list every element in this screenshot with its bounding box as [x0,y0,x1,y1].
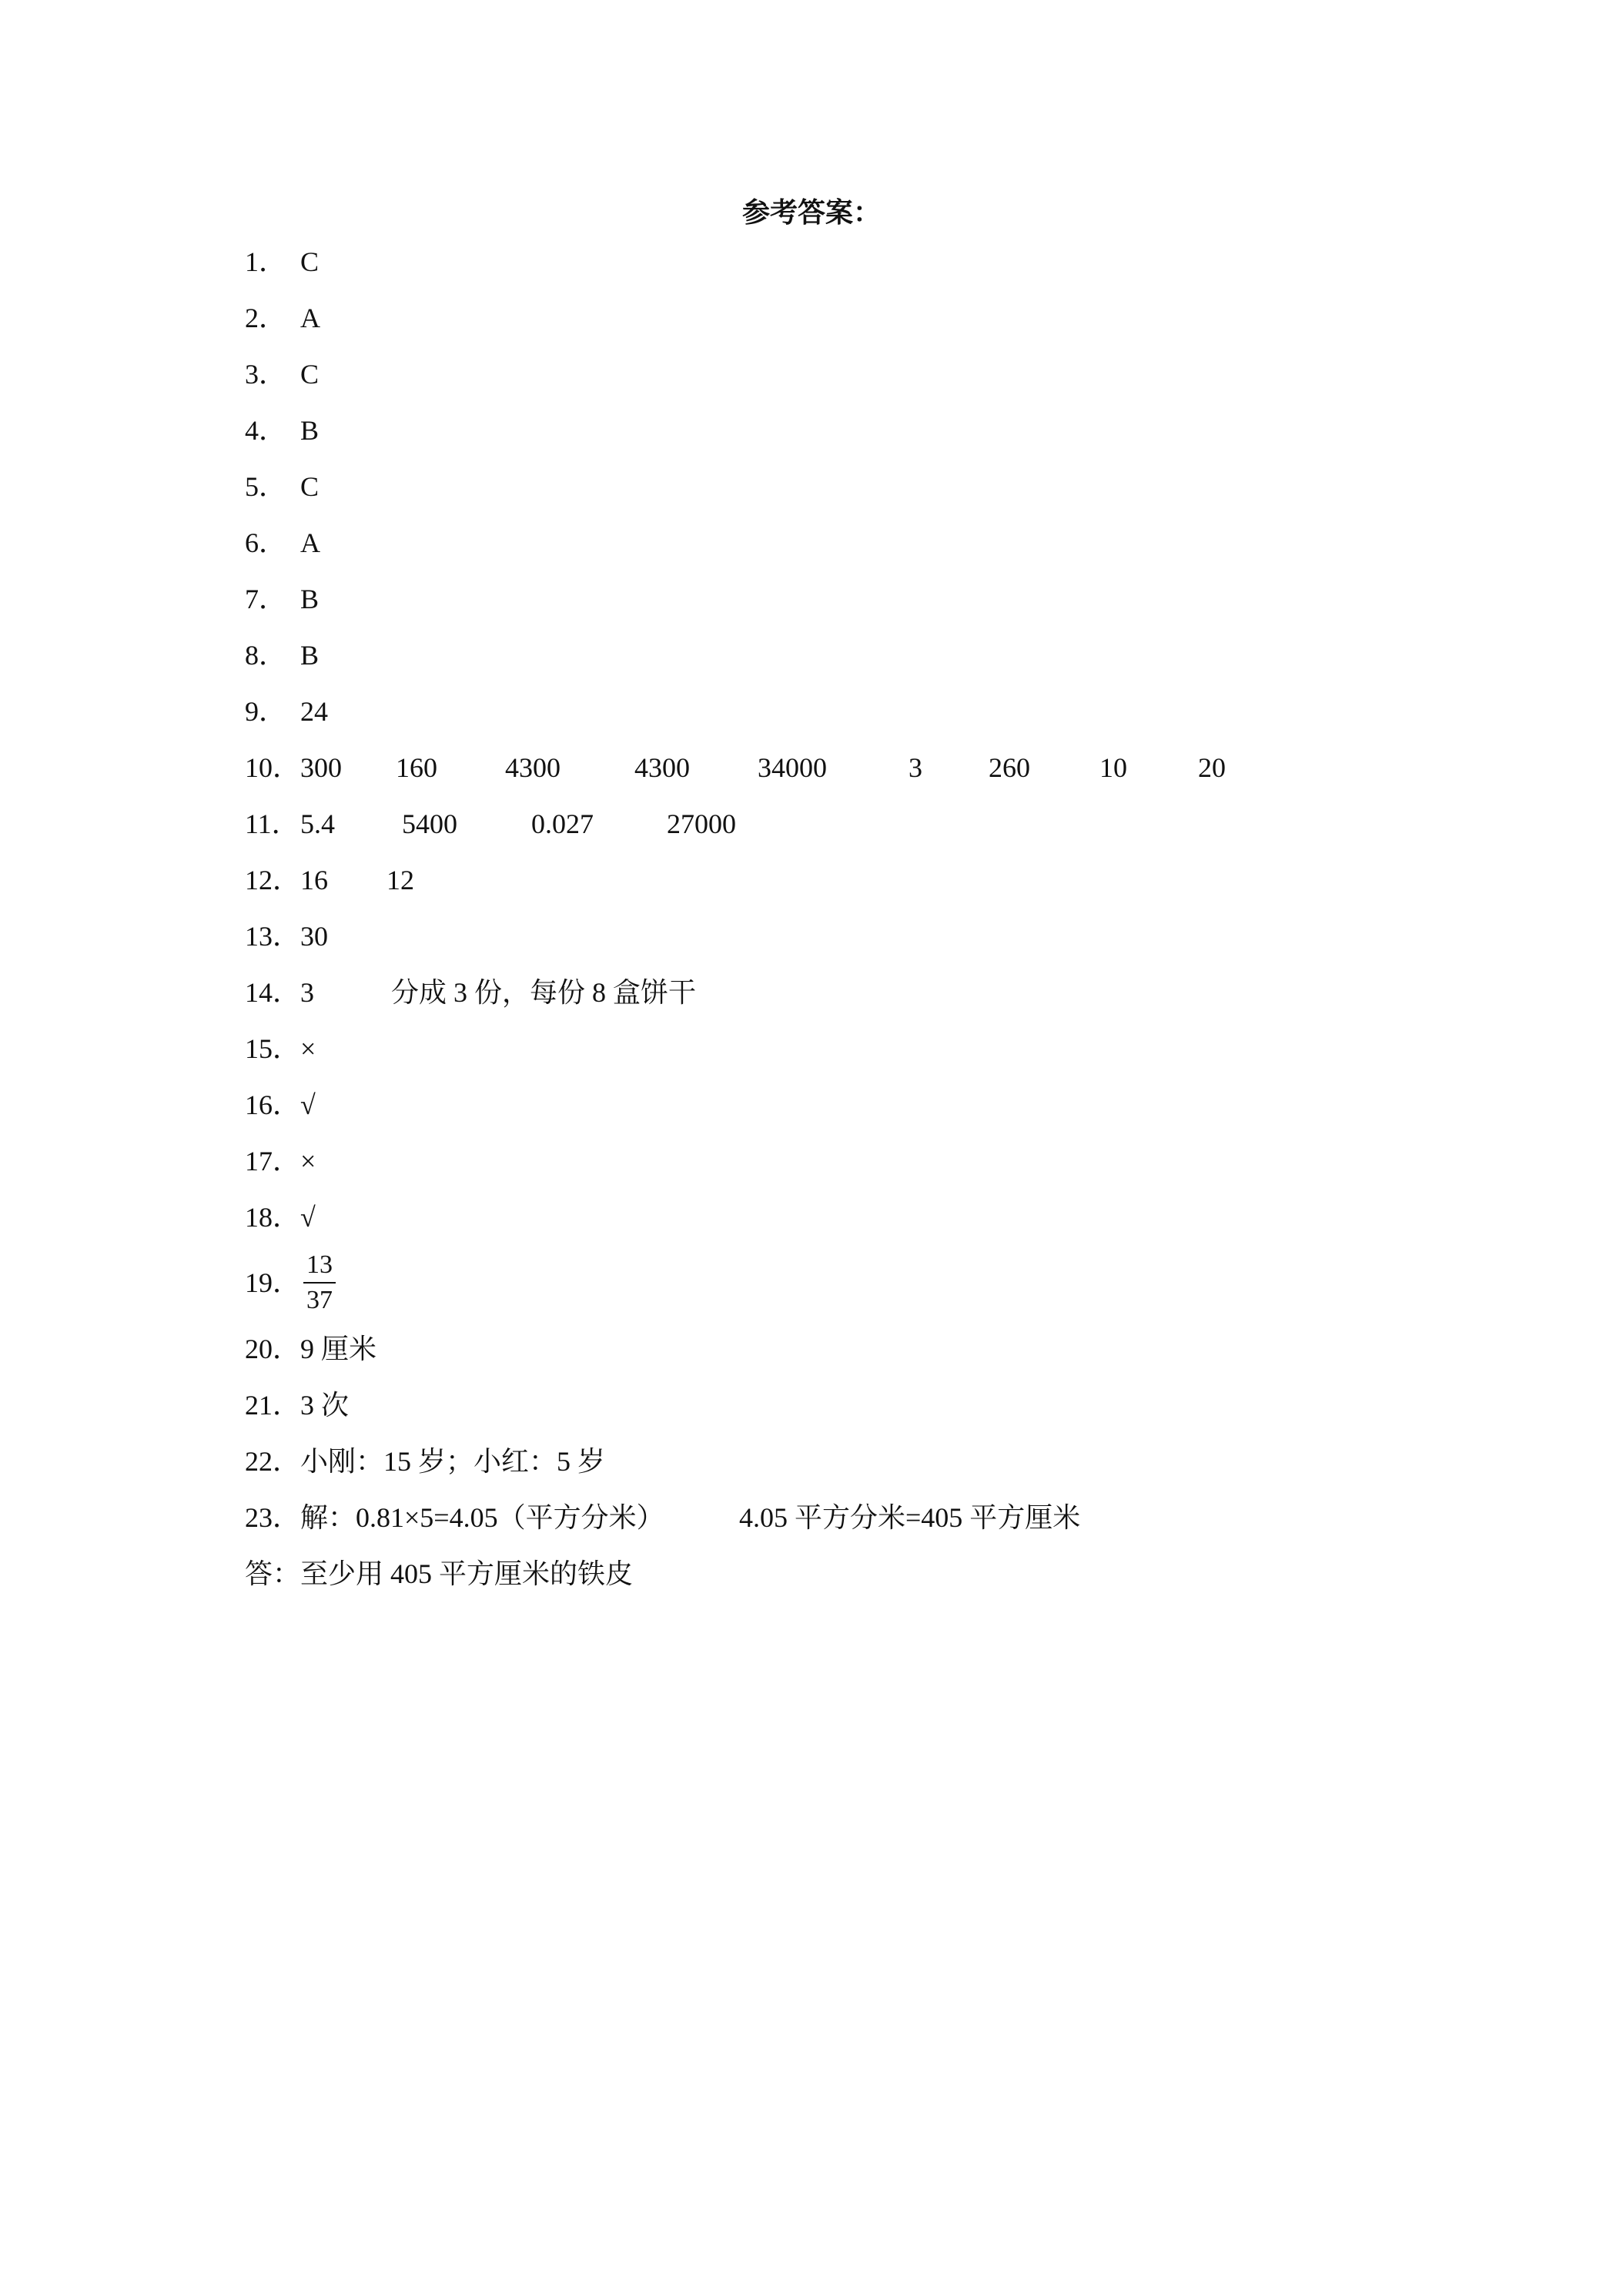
answer-value: 4.05 平方分米=405 平方厘米 [739,1501,1081,1533]
fraction-numerator: 13 [303,1250,336,1284]
answer-value: C [300,246,320,277]
answer-number: 7． [245,583,287,614]
answer-value: 小刚：15 岁；小红：5 岁 [300,1445,606,1477]
answer-row-17 [245,1133,1554,1189]
answer-value: 12 [387,864,414,895]
answer-row-16 [245,1076,1554,1133]
answer-row-7 [245,571,1554,627]
answer-conclusion-text: 答：至少用 405 平方厘米的铁皮 [245,1558,634,1589]
answer-value: A [300,527,320,558]
answer-value: 3 [909,751,922,783]
answer-list [245,233,1554,1602]
answer-value: 5400 [402,808,457,839]
answer-row-15 [245,1020,1554,1076]
answer-value: 9 厘米 [300,1333,377,1364]
answer-value: 160 [396,751,437,783]
answer-number: 10． [245,751,301,783]
answer-number: 5． [245,470,287,502]
answer-value: C [300,358,320,390]
answer-value: 10 [1099,751,1127,783]
answer-value: B [300,414,320,446]
answer-conclusion [245,1545,1554,1602]
answer-number: 18． [245,1201,301,1233]
answer-value: A [300,302,320,333]
answer-value: 300 [300,751,342,783]
answer-row-11 [245,795,1554,852]
page-title: 参考答案： [741,197,881,228]
answer-number: 23． [245,1501,301,1533]
answer-number: 22． [245,1445,301,1477]
answer-value: × [300,1033,316,1064]
answer-number: 8． [245,639,287,671]
answer-number: 16． [245,1089,301,1120]
answer-value: 3 次 [300,1389,350,1421]
answer-value: 0.027 [531,808,594,839]
answer-value: √ [300,1089,316,1120]
answer-number: 13． [245,920,301,952]
answer-value: √ [300,1201,316,1233]
answer-number: 4． [245,414,287,446]
answer-row-12 [245,852,1554,908]
answer-number: 17． [245,1145,301,1176]
answer-value: 16 [300,864,328,895]
answer-row-2 [245,290,1554,346]
answer-number: 12． [245,864,301,895]
answer-value: 20 [1198,751,1226,783]
answer-number: 2． [245,302,287,333]
answer-value: 260 [989,751,1030,783]
answer-value: × [300,1145,316,1176]
answer-value: 30 [300,920,328,952]
answer-row-4 [245,402,1554,458]
answer-row-10 [245,739,1554,795]
answer-value: 解：0.81×5=4.05（平方分米） [300,1501,664,1533]
answer-number: 15． [245,1033,301,1064]
answer-row-23 [245,1489,1554,1545]
answer-row-22 [245,1433,1554,1489]
answer-value: C [300,470,320,502]
answer-value: 4300 [634,751,690,783]
answer-value: 34000 [758,751,827,783]
answer-value: B [300,639,320,671]
answer-row-9 [245,683,1554,739]
answer-number: 11． [245,808,300,839]
fraction-denominator: 37 [306,1286,333,1314]
answer-number: 3． [245,358,287,390]
answer-row-13 [245,908,1554,964]
answer-value: 分成 3 份，每份 8 盒饼干 [391,976,697,1008]
answer-number: 19． [245,1267,301,1298]
answer-row-5 [245,458,1554,514]
answer-row-14 [245,964,1554,1020]
answer-value: 5.4 [300,808,335,839]
answer-value: B [300,583,320,614]
fraction [303,1250,336,1316]
answer-row-3 [245,346,1554,402]
answer-number: 9． [245,695,287,727]
answer-value: 4300 [505,751,561,783]
answer-value: 27000 [667,808,736,839]
answer-value: 24 [300,695,328,727]
answer-row-6 [245,514,1554,571]
answer-number: 20． [245,1333,301,1364]
answer-number: 21． [245,1389,301,1421]
answer-row-20 [245,1320,1554,1377]
answer-number: 14． [245,976,301,1008]
answer-number: 6． [245,527,287,558]
answer-row-8 [245,627,1554,683]
answer-row-1 [245,233,1554,290]
answer-row-19 [245,1245,1554,1320]
answer-number: 1． [245,246,287,277]
answer-row-21 [245,1377,1554,1433]
answer-value: 3 [300,976,314,1008]
answer-row-18 [245,1189,1554,1245]
